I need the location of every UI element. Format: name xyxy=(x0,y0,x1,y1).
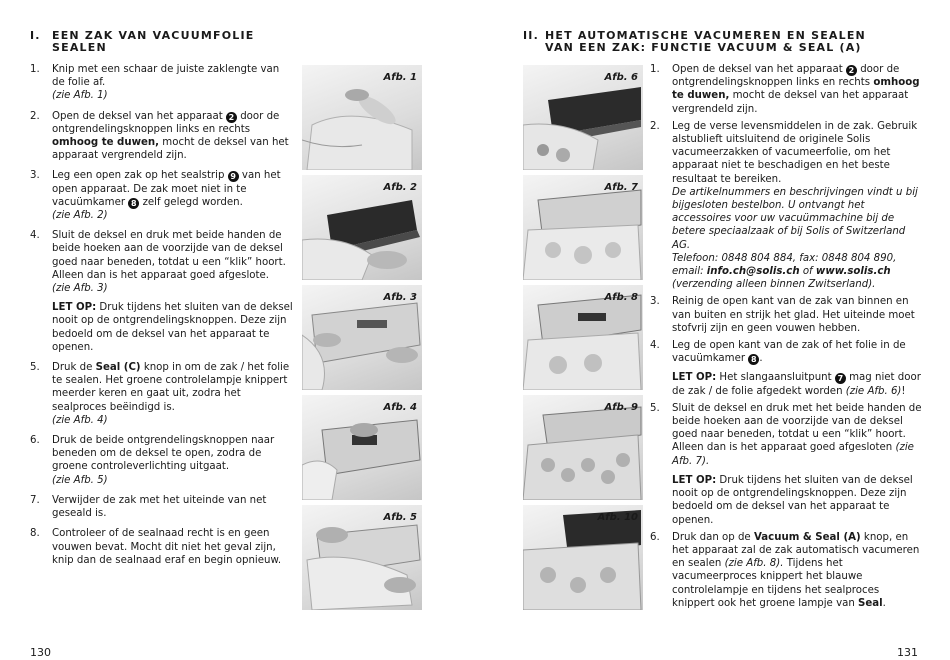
contact-phone: Telefoon: 0848 804 884, fax: 0848 804 890, xyxy=(672,252,897,264)
figure-afb-1 xyxy=(302,65,422,170)
figure-label: Afb. 8 xyxy=(604,292,638,303)
step-item: 8. Controleer of de sealnaad recht is en geen vouwen bevat. Mocht dit niet het geval zijn, knip dan de sealnaad eraf en begin opnieuw. xyxy=(30,528,282,566)
figure-reference: (zie Afb. 4) xyxy=(52,414,108,426)
heading-line-1: EEN ZAK VAN VACUUMFOLIE xyxy=(52,29,255,42)
figure-afb-6 xyxy=(523,65,643,170)
step-item: 1. Open de deksel van het apparaat 2 door de ontgrendelingsknoppen links en rechts omhoog te duwen, mocht de deksel van het apparaat vergrendeld zijn. xyxy=(650,64,920,115)
step-list xyxy=(650,63,922,610)
part-number-icon: 2 xyxy=(846,65,857,76)
figure-afb-2 xyxy=(302,175,422,280)
step-item: 3. Leg een open zak op het sealstrip 9 van het open apparaat. De zak moet niet in te vacuümkamer 8 zelf gelegd worden. (zie Afb. 2) xyxy=(30,169,294,222)
page-number: 130 xyxy=(30,646,51,659)
step-item: 1. Knip met een schaar de juiste zaklengte van de folie af. (zie Afb. 1) xyxy=(30,63,294,103)
step-item: 2. Leg de verse levensmiddelen in de zak. Gebruik alstublieft uitsluitend de originele Solis vacumeerzakken of vacumeerfolie, om het apparaat niet te beschadigen en het beste resultaat te bereiken. De artikelnummers en beschrijvingen vindt u bij bijgesloten bestelbon. U ontvangt het accessoires voor uw vacuümmachine bij de betere speciaalzaak of bij Solis of Switzerland AG. Telefoon: 0848 804 884, fax: 0848 804 890, email: info.ch@solis.ch of www.solis.ch (verzending alleen binnen Zwitserland). xyxy=(650,120,922,292)
page-number: 131 xyxy=(897,646,918,659)
accessory-note: De artikelnummers en beschrijvingen vindt u bij bijgesloten bestelbon. U ontvangt het accessoires voor uw vacuümmachine bij de betere speciaalzaak of bij Solis of Switzerland AG. xyxy=(672,186,918,251)
caution-label: LET OP: xyxy=(52,302,97,314)
section-heading-2 xyxy=(523,30,866,54)
figure-label: Afb. 9 xyxy=(604,402,638,413)
figure-label: Afb. 4 xyxy=(383,402,417,413)
part-number-icon: 2 xyxy=(226,112,237,123)
section-number: II. xyxy=(523,29,539,42)
figure-afb-7 xyxy=(523,175,643,280)
figure-reference: (zie Afb. 2) xyxy=(52,210,108,222)
part-number-icon: 9 xyxy=(228,171,239,182)
figure-afb-5 xyxy=(302,505,422,610)
figure-afb-3 xyxy=(302,285,422,390)
figure-afb-4 xyxy=(302,395,422,500)
step-item: 6. Druk de beide ontgrendelingsknoppen naar beneden om de deksel te open, zodra de groene controleverlichting uitgaat. (zie Afb. 5) xyxy=(30,434,294,487)
caution-label: LET OP: xyxy=(672,372,717,384)
figure-label: Afb. 3 xyxy=(383,292,417,303)
section-heading-1 xyxy=(30,30,254,54)
email-link[interactable]: info.ch@solis.ch xyxy=(706,266,800,278)
figure-afb-9 xyxy=(523,395,643,500)
step-list xyxy=(30,63,294,567)
website-link[interactable]: www.solis.ch xyxy=(815,266,891,278)
part-number-icon: 7 xyxy=(835,373,846,384)
figure-reference: (zie Afb. 6) xyxy=(845,385,902,397)
heading-line-2: SEALEN xyxy=(52,41,107,54)
figure-reference: (zie Afb. 1) xyxy=(52,90,108,102)
figure-label: Afb. 5 xyxy=(383,512,417,523)
part-number-icon: 8 xyxy=(128,198,139,209)
figure-afb-8 xyxy=(523,285,643,390)
figure-label: Afb. 6 xyxy=(604,72,638,83)
figure-reference: (zie Afb. 8). xyxy=(724,558,784,570)
section-number: I. xyxy=(30,29,41,42)
figure-afb-10 xyxy=(523,505,643,610)
figure-reference: (zie Afb. 5) xyxy=(52,474,108,486)
step-item: 6. Druk dan op de Vacuum & Seal (A) knop, en het apparaat zal de zak automatisch vacumeren en sealen (zie Afb. 8). Tijdens het vacumeerproces knippert het blauwe controlelampje en tijdens het sealproces knippert ook het groene lampje van Seal. xyxy=(650,531,920,609)
seal-button-label: Seal (C) xyxy=(95,362,141,374)
heading-line-2: VAN EEN ZAK: FUNCTIE VACUUM & SEAL (A) xyxy=(545,41,862,54)
step-item: 7. Verwijder de zak met het uiteinde van net geseald is. xyxy=(30,494,267,520)
step-item: 5. Druk de Seal (C) knop in om de zak / het folie te sealen. Het groene controlelampje knippert meerder keren en gaat uit, zodra het sealproces beëindigd is. (zie Afb. 4) xyxy=(30,361,294,427)
figure-reference: (zie Afb. 3) xyxy=(52,283,108,295)
step-item: 4. Sluit de deksel en druk met beide handen de beide hoeken aan de voorzijde van de deksel goed naar beneden, totdat u een “klik” hoort. Alleen dan is het apparaat goed afgeslote. (zie Afb. 3) LET OP: Druk tijdens het sluiten van de deksel nooit op de ontgrendelingsknoppen. Deze zijn bedoeld om de deksel van het apparaat te openen. xyxy=(30,230,293,353)
figure-label: Afb. 2 xyxy=(383,182,417,193)
figure-label: Afb. 1 xyxy=(383,72,417,83)
vacuum-seal-button-label: Vacuum & Seal (A) xyxy=(753,531,861,543)
step-item: 3. Reinig de open kant van de zak van binnen en van buiten en strijk het glad. Het uiteinde moet stofvrij zijn en geen vouwen hebben. xyxy=(650,296,915,334)
figure-label: Afb. 7 xyxy=(604,182,638,193)
step-item: 4. Leg de open kant van de zak of het folie in de vacuümkamer 8 . LET OP: Het slangaansluitpunt 7 mag niet door de zak / de folie afgedekt worden (zie Afb. 6)! xyxy=(650,340,921,397)
step-item: 5. Sluit de deksel en druk met het beide handen de beide hoeken aan de voorzijde van de deksel goed naar beneden, totdat u een “klik” hoort. Alleen dan is het apparaat goed afgesloten (zie Afb. 7). LET OP: Druk tijdens het sluiten van de deksel nooit op de ontgrendelingsknoppen. Deze zijn bedoeld om de deksel van het apparaat te openen. xyxy=(650,402,922,526)
figure-reference: (zie Afb. 7). xyxy=(672,442,914,467)
figure-label: Afb. 10 xyxy=(597,512,638,523)
part-number-icon: 8 xyxy=(748,354,759,365)
right-page xyxy=(475,0,950,660)
heading-line-1: HET AUTOMATISCHE VACUMEREN EN SEALEN xyxy=(545,29,866,42)
delivery-note: (verzending alleen binnen Zwitserland). xyxy=(672,279,876,291)
step-item: 2. Open de deksel van het apparaat 2 door de ontgrendelingsknoppen links en rechts omhoog te duwen, mocht de deksel van het apparaat vergrendeld zijn. xyxy=(30,110,289,162)
caution-label: LET OP: xyxy=(672,474,717,486)
